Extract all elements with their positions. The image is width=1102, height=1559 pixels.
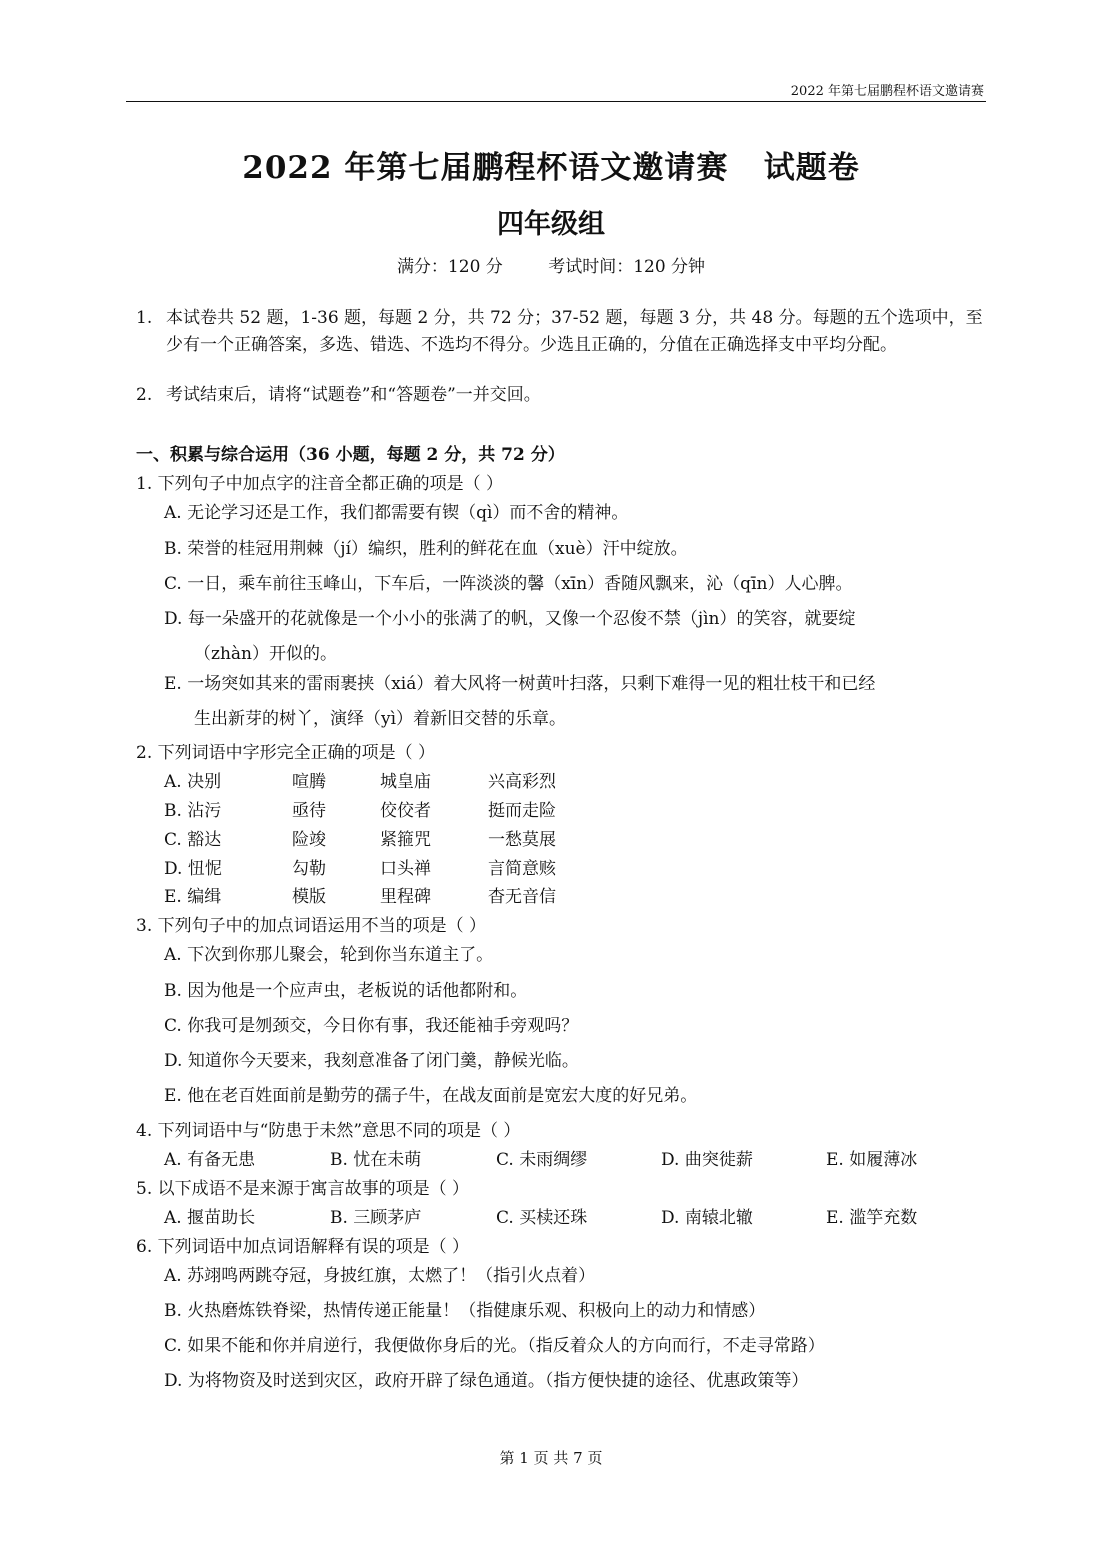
q2-cell: 言简意赅 [488,859,556,879]
q2-cell: 一愁莫展 [488,830,556,850]
header-rule [126,101,986,102]
q5-option: A. 揠苗助长 [164,1208,256,1228]
q1-option-a: A. 无论学习还是工作，我们都需要有锲（qì）而不舍的精神。 [164,503,629,523]
exam-meta [0,252,1102,277]
instruction-number: 2. [136,385,153,405]
q3-option-c: C. 你我可是刎颈交，今日你有事，我还能袖手旁观吗？ [164,1016,579,1036]
q2-cell: 里程碑 [380,887,431,907]
q5-option: E. 滥竽充数 [826,1208,918,1228]
q4-option: E. 如履薄冰 [826,1150,918,1170]
q2-cell: 挺而走险 [488,801,556,821]
q2-cell: 兴高彩烈 [488,772,556,792]
q5-stem: 5. 以下成语不是来源于寓言故事的项是（ ） [136,1179,470,1199]
q5-option: D. 南辕北辙 [661,1208,753,1228]
instruction-number: 1. [136,308,153,328]
q2-cell: 城皇庙 [380,772,431,792]
q6-stem: 6. 下列词语中加点词语解释有误的项是（ ） [136,1237,470,1257]
q3-option-b: B. 因为他是一个应声虫，老板说的话他都附和。 [164,981,528,1001]
page-subtitle: 四年级组 [497,209,605,240]
q3-stem: 3. 下列句子中的加点词语运用不当的项是（ ） [136,916,487,936]
q3-option-a: A. 下次到你那儿聚会，轮到你当东道主了。 [164,945,494,965]
q6-option-d: D. 为将物资及时送到灾区，政府开辟了绿色通道。（指方便快捷的途径、优惠政策等） [164,1371,809,1391]
q1-option-c: C. 一日，乘车前往玉峰山，下车后，一阵淡淡的馨（xīn）香随风飘来，沁（qīn）人心脾。 [164,574,853,594]
q4-option: A. 有备无患 [164,1150,256,1170]
page-footer: 第 1 页 共 7 页 [499,1449,603,1467]
instruction-2 [136,382,986,409]
q2-cell: 亟待 [292,801,326,821]
q2-cell: 杳无音信 [488,887,556,907]
q2-cell: 口头禅 [380,859,431,879]
q2-cell: B. 沾污 [164,801,222,821]
q4-stem: 4. 下列词语中与“防患于未然”意思不同的项是（ ） [136,1121,521,1141]
q2-cell: 喧腾 [292,772,326,792]
page-title: 2022 年第七届鹏程杯语文邀请赛 试题卷 [242,150,860,186]
instruction-1 [136,305,986,359]
running-header: 2022 年第七届鹏程杯语文邀请赛 [790,84,984,99]
q2-cell: D. 忸怩 [164,859,222,879]
instruction-text: 本试卷共 52 题，1-36 题，每题 2 分，共 72 分；37-52 题，每题 3 分，共 48 分。每题的五个选项中，至少有一个正确答案，多选、错选、不选均不得分。少选且正确的，分值在正确选择支中平均分配。 [166,308,983,355]
instruction-text: 考试结束后，请将“试题卷”和“答题卷”一并交回。 [166,385,541,405]
q2-cell: A. 决别 [164,772,222,792]
q2-cell: 紧箍咒 [380,830,431,850]
q1-stem: 1. 下列句子中加点字的注音全都正确的项是（ ） [136,474,504,494]
q2-cell: E. 编缉 [164,887,222,907]
q4-option: B. 忧在未萌 [330,1150,422,1170]
q5-option: B. 三顾茅庐 [330,1208,422,1228]
q3-option-d: D. 知道你今天要来，我刻意准备了闭门羹，静候光临。 [164,1051,579,1071]
q2-stem: 2. 下列词语中字形完全正确的项是（ ） [136,743,436,763]
q1-option-d: D. 每一朵盛开的花就像是一个小小的张满了的帆，又像一个忍俊不禁（jìn）的笑容，就要绽 [164,609,856,629]
q1-option-e: E. 一场突如其来的雷雨裹挟（xiá）着大风将一树黄叶扫落，只剩下难得一见的粗壮枝干和已经 [164,674,876,694]
q4-option: C. 未雨绸缪 [496,1150,588,1170]
q2-cell: 勾勒 [292,859,326,879]
q1-option-e-continued: 生出新芽的树丫，演绎（yì）着新旧交替的乐章。 [194,709,567,729]
q6-option-a: A. 苏翊鸣两跳夺冠，身披红旗，太燃了！（指引火点着） [164,1266,596,1286]
q2-cell: 模版 [292,887,326,907]
q6-option-b: B. 火热磨炼铁脊梁，热情传递正能量！（指健康乐观、积极向上的动力和情感） [164,1301,766,1321]
q1-option-d-continued: （zhàn）开似的。 [194,644,337,664]
q1-option-b: B. 荣誉的桂冠用荆棘（jí）编织，胜利的鲜花在血（xuè）汗中绽放。 [164,539,688,559]
q2-cell: 险竣 [292,830,326,850]
q2-cell: C. 豁达 [164,830,222,850]
exam-time: 考试时间：120 分钟 [548,257,706,277]
q3-option-e: E. 他在老百姓面前是勤劳的孺子牛，在战友面前是宽宏大度的好兄弟。 [164,1086,698,1106]
q5-option: C. 买椟还珠 [496,1208,588,1228]
q2-cell: 佼佼者 [380,801,431,821]
q6-option-c: C. 如果不能和你并肩逆行，我便做你身后的光。（指反着众人的方向而行，不走寻常路） [164,1336,825,1356]
section-title: 一、积累与综合运用（36 小题，每题 2 分，共 72 分） [136,445,565,465]
full-score: 满分：120 分 [396,257,503,277]
q4-option: D. 曲突徙薪 [661,1150,753,1170]
